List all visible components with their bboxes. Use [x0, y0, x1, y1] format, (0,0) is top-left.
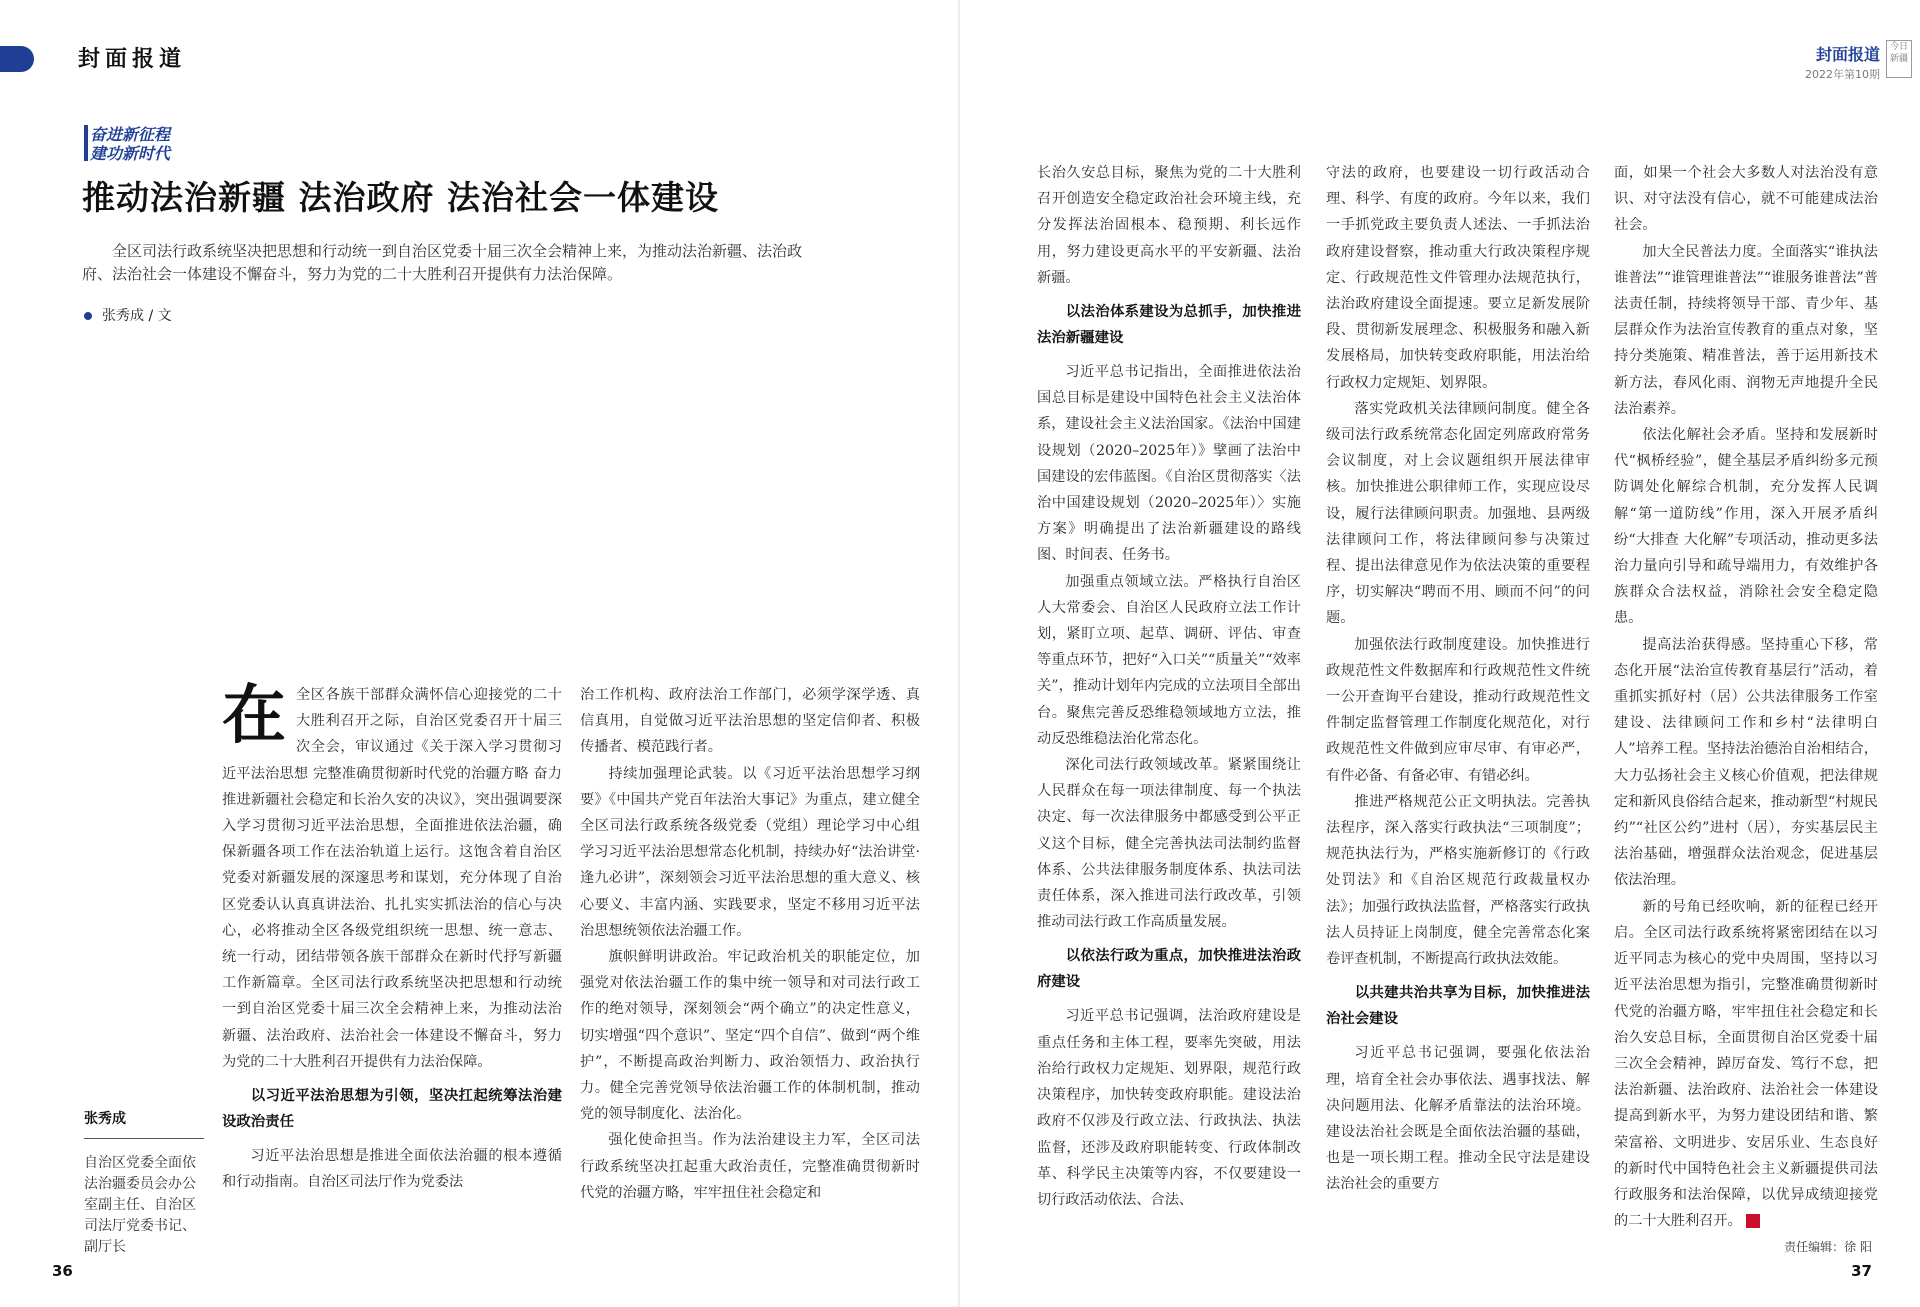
- magazine-issue: 2022年第10期: [1805, 68, 1880, 81]
- section-title: 封面报道: [78, 46, 187, 72]
- series-tag: [90, 125, 170, 163]
- paragraph: 全区各族干部群众满怀信心迎接党的二十大胜利召开之际，自治区党委召开十届三次全会，审议通过《关于深入学习贯彻习近平法治思想 完整准确贯彻新时代党的治疆方略 奋力推进新疆社会稳定和长治久安的决议》，突出强调要深入学习贯彻习近平法治思想，全面推进依法治疆，确保新疆各项工作在法治轨道上运行。这饱含着自治区党委对新疆发展的深邃思考和谋划，充分体现了自治区党委认认真真讲法治、扎扎实实抓法治的信心与决心，必将推动全区各级党组织统一思想、统一意志、统一行动，团结带领各族干部群众在新时代抒写新疆工作新篇章。全区司法行政系统坚决把思想和行动统一到自治区党委十届三次全会精神上来，为推动法治新疆、法治政府、法治社会一体建设不懈奋斗，努力为党的二十大胜利召开提供有力法治保障。: [222, 687, 562, 1070]
- paragraph: 依法化解社会矛盾。坚持和发展新时代“枫桥经验”，健全基层矛盾纠纷多元预防调处化解综合机制，充分发挥人民调解“第一道防线”作用，深入开展矛盾纠纷“大排查 大化解”专项活动，推动更多法治力量向引导和疏导端用力，有效维护各族群众合法权益，消除社会安全稳定隐患。: [1614, 427, 1878, 627]
- author-description: 自治区党委全面依法治疆委员会办公室副主任、自治区司法厅党委书记、副厅长: [84, 1155, 196, 1255]
- page-number-right: 37: [1851, 1262, 1872, 1280]
- paragraph: 加大全民普法力度。全面落实“谁执法谁普法”“谁管理谁普法”“谁服务谁普法”普法责任制，持续将领导干部、青少年、基层群众作为法治宣传教育的重点对象，坚持分类施策、精准普法，善于运用新技术新方法，春风化雨、润物无声地提升全民法治素养。: [1614, 243, 1878, 417]
- author-name: 张秀成: [84, 1108, 204, 1139]
- byline-bullet-icon: [84, 312, 92, 320]
- paragraph: [1614, 894, 1878, 1235]
- series-line-2: 建功新时代: [90, 144, 171, 163]
- article-lede: 全区司法行政系统坚决把思想和行动统一到自治区党委十届三次全会精神上来，为推动法治新疆、法治政府、法治社会一体建设不懈奋斗，努力为党的二十大胜利召开提供有力法治保障。: [82, 242, 803, 283]
- paragraph: 面，如果一个社会大多数人对法治没有意识、对守法没有信心，就不可能建成法治社会。: [1614, 165, 1878, 234]
- magazine-section-title: 封面报道: [1815, 45, 1880, 64]
- paragraph-text: 新的号角已经吹响，新的征程已经开启。全区司法行政系统将紧密团结在以习近平同志为核心的党中央周围，坚持以习近平法治思想为指引，完整准确贯彻新时代党的治疆方略，牢牢扭住社会稳定和长治久安总目标，全面贯彻自治区党委十届三次全会精神，踔厉奋发、笃行不怠，把法治新疆、法治政府、法治社会一体建设提高到新水平，为努力建设团结和谐、繁荣富裕、文明进步、安居乐业、生态良好的新时代中国特色社会主义新疆提供司法行政服务和法治保障，以优异成绩迎接党的二十大胜利召开。: [1614, 898, 1878, 1230]
- paragraph: 加强依法行政制度建设。加快推进行政规范性文件数据库和行政规范性文件统一公开查询平台建设，推动行政规范性文件制定监督管理工作制度化规范化，对行政规范性文件做到应审尽审、有审必严，有件必备、有备必审、有错必纠。: [1326, 636, 1590, 784]
- magazine-logo: 今日新疆: [1886, 40, 1912, 78]
- body-column-2: [580, 682, 920, 1206]
- body-column-4: [1326, 160, 1590, 1198]
- body-column-5: [1614, 160, 1878, 1234]
- article-headline: 推动法治新疆 法治政府 法治社会一体建设: [82, 178, 719, 217]
- end-mark-icon: J: [1746, 1214, 1760, 1228]
- byline-text: 张秀成 / 文: [102, 308, 172, 324]
- paragraph: 习近平总书记强调，要强化依法治理，培育全社会办事依法、遇事找法、解决问题用法、化解矛盾靠法的法治环境。建设法治社会既是全面依法治疆的基础，也是一项长期工程。推动全民守法是建设法治社会的重要方: [1326, 1045, 1590, 1193]
- subheading: 以法治体系建设为总抓手，加快推进法治新疆建设: [1037, 304, 1301, 347]
- author-box: [84, 1108, 204, 1258]
- series-line-1: 奋进新征程: [90, 125, 171, 144]
- subheading: 以习近平法治思想为引领，坚决扛起统筹法治建设政治责任: [222, 1088, 562, 1131]
- paragraph: 守法的政府，也要建设一切行政活动合理、科学、有度的政府。今年以来，我们一手抓党政主要负责人述法、一手抓法治政府建设督察，推动重大行政决策程序规定、行政规范性文件管理办法规范执行，法治政府建设全面提速。要立足新发展阶段、贯彻新发展理念、积极服务和融入新发展格局，加快转变政府职能，用法治给行政权力定规矩、划界限。: [1326, 165, 1590, 391]
- paragraph: 强化使命担当。作为法治建设主力军，全区司法行政系统坚决扛起重大政治责任，完整准确贯彻新时代党的治疆方略，牢牢扭住社会稳定和: [580, 1132, 920, 1201]
- body-column-3: [1037, 160, 1301, 1213]
- paragraph: 旗帜鲜明讲政治。牢记政治机关的职能定位，加强党对依法治疆工作的集中统一领导和对司法行政工作的绝对领导，深刻领会“两个确立”的决定性意义，切实增强“四个意识”、坚定“四个自信”、做到“两个维护”，不断提高政治判断力、政治领悟力、政治执行力。健全完善党领导依法治疆工作的体制机制，推动党的领导制度化、法治化。: [580, 949, 920, 1123]
- subheading: 以依法行政为重点，加快推进法治政府建设: [1037, 948, 1301, 991]
- right-page: [960, 0, 1920, 1307]
- paragraph: 推进严格规范公正文明执法。完善执法程序，深入落实行政执法“三项制度”；规范执法行为，严格实施新修订的《行政处罚法》和《自治区规范行政裁量权办法》；加强行政执法监督，严格落实行政执法人员持证上岗制度，健全完善常态化案卷评查机制，不断提高行政执法效能。: [1326, 793, 1590, 968]
- section-tab-marker: [0, 46, 34, 72]
- paragraph: 习近平总书记指出，全面推进依法治国总目标是建设中国特色社会主义法治体系，建设社会主义法治国家。《法治中国建设规划（2020–2025年）》擘画了法治中国建设的宏伟蓝图。《自治区贯彻落实〈法治中国建设规划（2020–2025年）〉实施方案》明确提出了法治新疆建设的路线图、时间表、任务书。: [1037, 364, 1301, 564]
- paragraph: 深化司法行政领域改革。紧紧围绕让人民群众在每一项法律制度、每一个执法决定、每一次法律服务中都感受到公平正义这个目标，健全完善执法司法制约监督体系、公共法律服务制度体系、执法司法责任体系，深入推进司法行政改革，引领推动司法行政工作高质量发展。: [1037, 757, 1301, 931]
- paragraph: 落实党政机关法律顾问制度。健全各级司法行政系统常态化固定列席政府常务会议制度，对上会议题组织开展法律审核。加快推进公职律师工作，实现应设尽设，履行法律顾问职责。加强地、县两级法律顾问工作，将法律顾问参与决策过程、提出法律意见作为依法决策的重要程序，切实解决“聘而不用、顾而不问”的问题。: [1326, 400, 1590, 627]
- editor-credit: 责任编辑：徐 阳: [1784, 1240, 1872, 1254]
- body-column-1: [222, 679, 562, 1195]
- byline: [84, 305, 172, 325]
- paragraph: 加强重点领域立法。严格执行自治区人大常委会、自治区人民政府立法工作计划，紧盯立项、起草、调研、评估、审查等重点环节，把好“入口关”“质量关”“效率关”，推动计划年内完成的立法项目全部出台。聚焦完善反恐维稳领域地方立法，推动反恐维稳法治化常态化。: [1037, 573, 1301, 747]
- paragraph: 习近平总书记强调，法治政府建设是重点任务和主体工程，要率先突破，用法治给行政权力定规矩、划界限，规范行政决策程序，加快转变政府职能。建设法治政府不仅涉及行政立法、行政执法、执法监督，还涉及政府职能转变、行政体制改革、科学民主决策等内容，不仅要建设一切行政活动依法、合法、: [1037, 1008, 1301, 1208]
- paragraph: 习近平法治思想是推进全面依法治疆的根本遵循和行动指南。自治区司法厅作为党委法: [222, 1148, 562, 1191]
- paragraph: 治工作机构、政府法治工作部门，必须学深学透、真信真用，自觉做习近平法治思想的坚定信仰者、积极传播者、模范践行者。: [580, 687, 920, 756]
- subheading: 以共建共治共享为目标，加快推进法治社会建设: [1326, 985, 1590, 1028]
- paragraph: 长治久安总目标，聚焦为党的二十大胜利召开创造安全稳定政治社会环境主线，充分发挥法治固根本、稳预期、利长远作用，努力建设更高水平的平安新疆、法治新疆。: [1037, 165, 1301, 286]
- drop-cap: 在: [222, 679, 286, 753]
- magazine-header: [1805, 42, 1880, 82]
- paragraph: 持续加强理论武装。以《习近平法治思想学习纲要》《中国共产党百年法治大事记》为重点，建立健全全区司法行政系统各级党委（党组）理论学习中心组学习习近平法治思想常态化机制，持续办好“法治讲堂·逢九必讲”，深刻领会习近平法治思想的重大意义、核心要义、丰富内涵、实践要求，坚定不移用习近平法治思想统领依法治疆工作。: [580, 765, 920, 939]
- series-bar: [84, 125, 88, 161]
- page-number-left: 36: [52, 1262, 73, 1280]
- paragraph: 提高法治获得感。坚持重心下移，常态化开展“法治宣传教育基层行”活动，着重抓实抓好村（居）公共法律服务工作室建设、法律顾问工作和乡村“法律明白人”培养工程。坚持法治德治自治相结合，大力弘扬社会主义核心价值观，把法律规定和新风良俗结合起来，推动新型“村规民约”“社区公约”进村（居），夯实基层民主法治基础，增强群众法治观念，促进基层依法治理。: [1614, 636, 1878, 889]
